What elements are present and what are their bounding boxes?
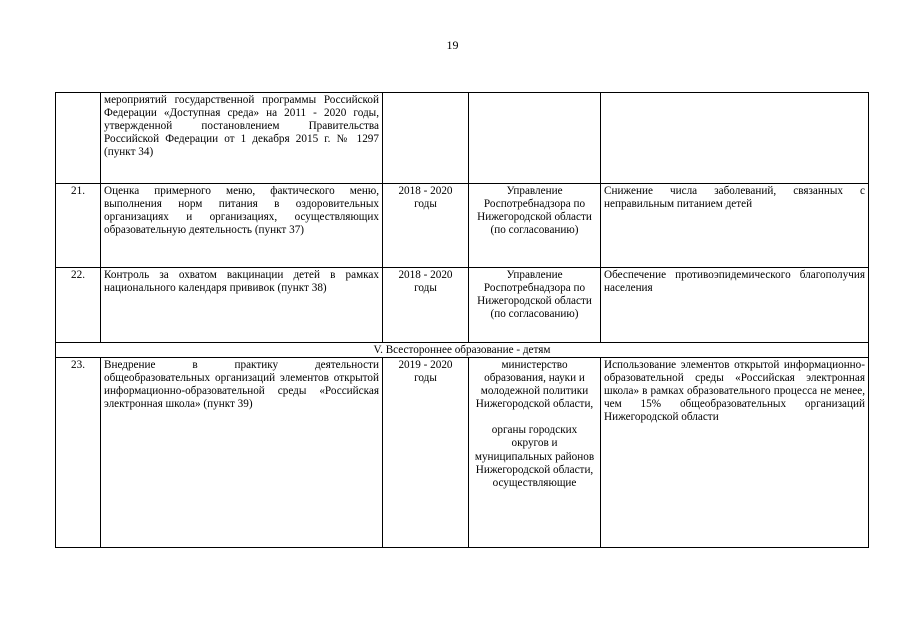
period-cell: 2018 - 2020 годы <box>383 268 469 343</box>
page-number: 19 <box>446 38 459 52</box>
row-number: 23. <box>56 358 101 548</box>
measures-table <box>55 92 869 548</box>
action-cell: Оценка примерного меню, фактического меню, выполнения норм питания в оздоровительных организациях и организациях, осуществляющих образовательную деятельность (пункт 37) <box>101 184 383 268</box>
executor-cell: Управление Роспотребнадзора по Нижегородской области (по согласованию) <box>469 184 601 268</box>
table-row <box>56 358 869 548</box>
row-number <box>56 93 101 184</box>
action-cell: Контроль за охватом вакцинации детей в рамках национального календаря прививок (пункт 38) <box>101 268 383 343</box>
executor-cell <box>469 93 601 184</box>
executor-ministry: министерство образования, науки и молодежной политики Нижегородской области, <box>475 359 594 411</box>
table-row <box>56 93 869 184</box>
table-row <box>56 184 869 268</box>
section-header: V. Всестороннее образование - детям <box>56 343 869 358</box>
action-cell: Внедрение в практику деятельности общеобразовательных организаций элементов открытой информационно-образовательной среды «Российская электронная школа» (пункт 39) <box>101 358 383 548</box>
period-cell: 2018 - 2020 годы <box>383 184 469 268</box>
result-cell: Использование элементов открытой информационно-образовательной среды «Российская электронная школа» в рамках образовательного процесса не менее, чем 15% общеобразовательных организаций Нижегородской области <box>601 358 869 548</box>
executor-local-bodies: органы городских округов и муниципальных районов Нижегородской области, осуществляющие <box>474 424 595 489</box>
period-cell: 2019 - 2020 годы <box>383 358 469 548</box>
executor-cell: Управление Роспотребнадзора по Нижегородской области (по согласованию) <box>469 268 601 343</box>
result-cell <box>601 93 869 184</box>
table-row <box>56 268 869 343</box>
paragraph-gap <box>472 411 597 424</box>
action-cell: мероприятий государственной программы Российской Федерации «Доступная среда» на 2011 - 2020 годы, утвержденной постановлением Правительства Российской Федерации от 1 декабря 2015 г. № 1297 (пункт 34) <box>101 93 383 184</box>
result-cell: Снижение числа заболеваний, связанных с неправильным питанием детей <box>601 184 869 268</box>
executor-cell <box>469 358 601 548</box>
period-cell <box>383 93 469 184</box>
row-number: 22. <box>56 268 101 343</box>
result-cell: Обеспечение противоэпидемического благополучия населения <box>601 268 869 343</box>
row-number: 21. <box>56 184 101 268</box>
section-header-row <box>56 343 869 358</box>
